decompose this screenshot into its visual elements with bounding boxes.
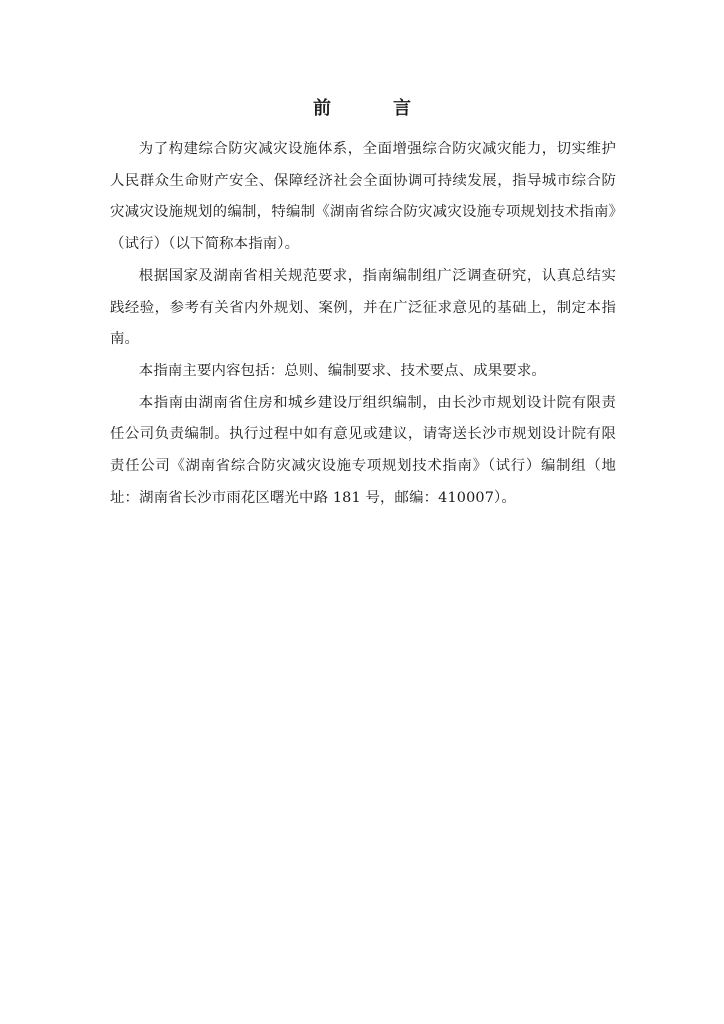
preface-body	[110, 134, 616, 514]
paragraph-contents: 本指南主要内容包括：总则、编制要求、技术要点、成果要求。	[138, 362, 546, 379]
paragraph-basis: 根据国家及湖南省相关规范要求，指南编制组广泛调查研究，认真总结实践经验，参考有关省内外规划、案例，并在广泛征求意见的基础上，制定本指南。	[110, 267, 616, 348]
paragraph-purpose: 为了构建综合防灾减灾设施体系，全面增强综合防灾减灾能力，切实维护人民群众生命财产安全、保障经济社会全面协调可持续发展，指导城市综合防灾减灾设施规划的编制，特编制《湖南省综合防灾减灾设施专项规划技术指南》（试行）（以下简称本指南）。	[110, 141, 616, 253]
page-title: 前 言	[313, 98, 433, 119]
paragraph-organization: 本指南由湖南省住房和城乡建设厅组织编制，由长沙市规划设计院有限责任公司负责编制。执行过程中如有意见或建议，请寄送长沙市规划设计院有限责任公司《湖南省综合防灾减灾设施专项规划技术指南》（试行）编制组（地址：湖南省长沙市雨花区曙光中路 181 号，邮编：410007）。	[110, 394, 616, 506]
